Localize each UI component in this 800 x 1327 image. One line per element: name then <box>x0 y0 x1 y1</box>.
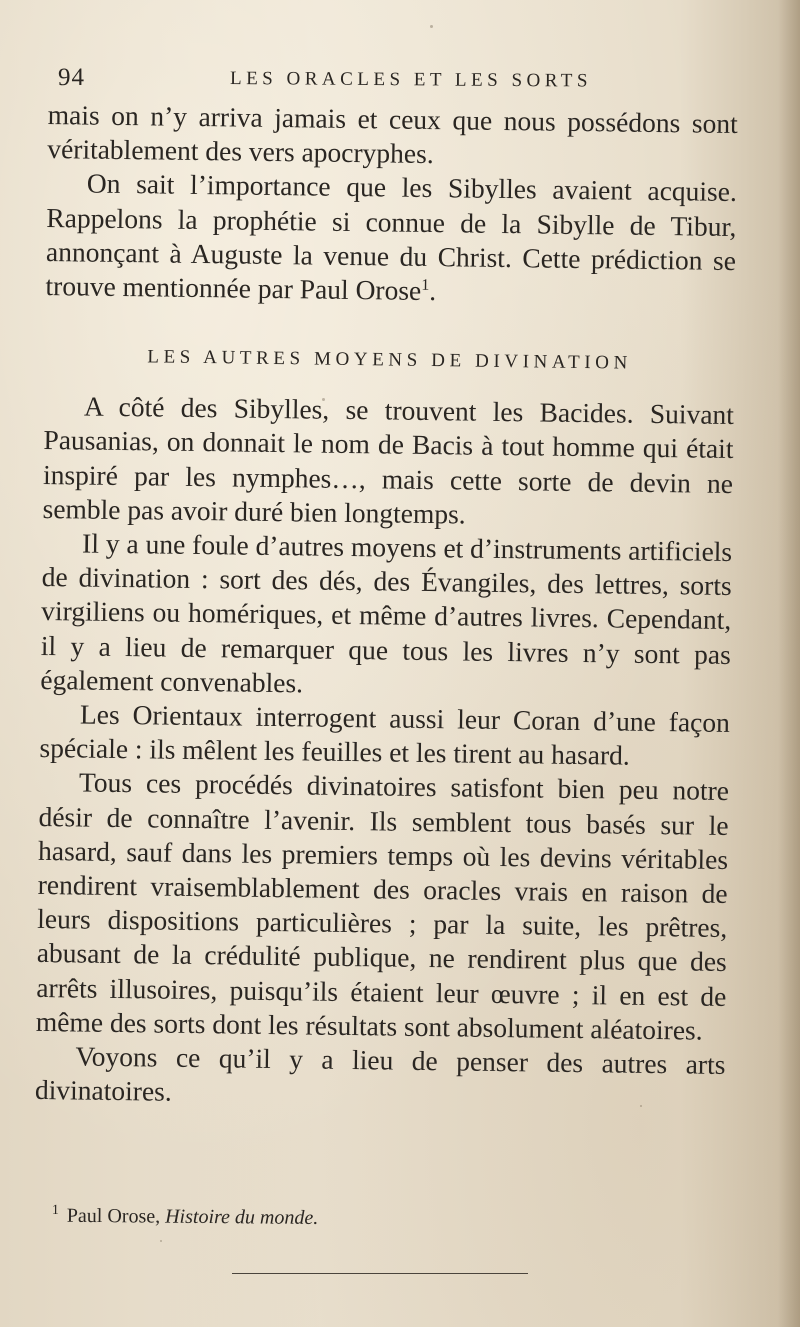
running-head <box>58 64 758 100</box>
paragraph-1: mais on n’y arriva jamais et ceux que nous possédons sont véritablement des vers apocryphes. <box>47 98 738 170</box>
paper-speck <box>322 398 325 401</box>
paragraph-5: Les Orientaux interrogent aussi leur Coran d’une façon spéciale : ils mêlent les feuilles et les tirent au hasard. <box>39 698 731 771</box>
paragraph-6: Tous ces procédés divinatoires satisfont bien peu notre désir de connaître l’avenir. Ils semblent tous basés sur le hasard, sauf dans les premiers temps où les devins véritables rendirent vraisemblablement des oracles vrais en raison de leurs dispositions particulières ; par la suite, les prêtres, abusant de la crédulité publique, ne rendirent plus que des arrêts illusoires, puisqu’ils étaient leur œuvre ; il en est de même des sorts dont les résultats sont absolument aléatoires. <box>35 766 730 1046</box>
paragraph-2 <box>45 166 737 312</box>
bottom-rule <box>232 1273 528 1274</box>
paragraph-7: Voyons ce qu’il y a lieu de penser des autres arts divinatoires. <box>34 1040 726 1107</box>
paper-speck <box>640 1105 642 1107</box>
paragraph-2-text: On sait l’importance que les Sibylles avaient acquise. Rappelons la prophétie si connue de la Sibylle de Tibur, annonçant à Auguste la venue du Christ. Cette prédiction se trouve mentionnée par Paul Orose <box>45 167 738 306</box>
section-heading: LES AUTRES MOYENS DE DIVINATION <box>147 346 633 374</box>
footnote <box>52 1198 752 1235</box>
paper-speck <box>430 25 433 28</box>
footnote-author: Paul Orose, <box>66 1204 161 1228</box>
paragraph-3: A côté des Sibylles, se trouvent les Bacides. Suivant Pausanias, on donnait le nom de Bacis à tout homme qui était inspiré par les nymphes…, mais cette sorte de devin ne semble pas avoir duré bien longtemps. <box>42 390 735 530</box>
paragraph-4: Il y a une foule d’autres moyens et d’instruments artificiels de divination : sort des dés, des Évangiles, des lettres, sorts virgiliens ou homériques, et même d’autres livres. Cependant, il y a lieu de remarquer que tous les livres n’y sont pas également convenables. <box>40 527 733 699</box>
paragraph-2-end: . <box>429 275 437 307</box>
page-edge-shadow <box>778 0 800 1327</box>
footnote-title: Histoire du monde. <box>165 1205 319 1229</box>
footnote-number: 1 <box>51 1202 59 1219</box>
main-text <box>35 98 738 1116</box>
paper-speck <box>160 1240 162 1242</box>
footnote-marker: 1 <box>421 276 430 294</box>
page-number: 94 <box>58 64 85 91</box>
running-title: LES ORACLES ET LES SORTS <box>229 68 593 92</box>
